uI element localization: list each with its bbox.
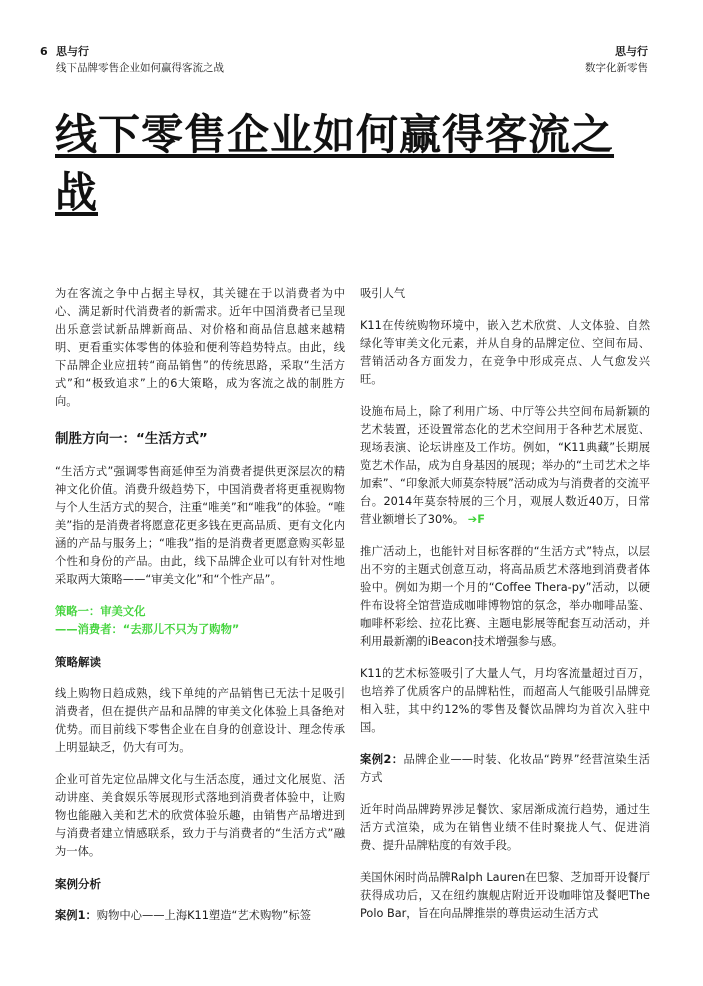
page-number: 6 <box>40 45 48 58</box>
right-paragraph-7: 美国休闲时尚品牌Ralph Lauren在巴黎、芝加哥开设餐厅获得成功后，又在纽约旗舰店附近开设咖啡馆及餐吧The Polo Bar，旨在向品牌推崇的尊贵运动生活方式 <box>360 871 650 920</box>
continue-arrow-icon: ➔F <box>467 513 485 526</box>
right-column <box>360 285 650 923</box>
right-paragraph-3 <box>360 403 650 529</box>
header-subtitle: 线下品牌零售企业如何赢得客流之战 <box>56 62 224 74</box>
right-paragraph-5: K11的艺术标签吸引了大量人气，月均客流量超过百万，也培养了优质客户的品牌粘性，而超高人气能吸引品牌竞相入驻，其中约12%的零售及餐饮品牌均为首次入驻中国。 <box>360 667 650 734</box>
case-analysis-heading: 案例分析 <box>55 877 101 891</box>
strategy-interpretation-heading: 策略解读 <box>55 655 101 669</box>
left-column <box>55 285 345 925</box>
page-header-right <box>585 44 648 76</box>
right-paragraph-6: 近年时尚品牌跨界涉足餐饮、家居渐成流行趋势，通过生活方式渲染，成为在销售业绩不佳时聚拢人气、促进消费、提升品牌粘度的有效手段。 <box>360 803 650 852</box>
case2-text: 品牌企业——时装、化妆品“跨界”经营渲染生活方式 <box>360 753 650 784</box>
case1-text: 购物中心——上海K11塑造“艺术购物”标签 <box>96 909 312 922</box>
page-header-left <box>40 44 224 76</box>
case2-label: 案例2： <box>360 753 404 766</box>
interpretation-paragraph-2: 企业可首先定位品牌文化与生活态度，通过文化展览、活动讲座、美食娱乐等展现形式落地到消费者体验中，让购物也能融入美和艺术的欣赏体验乐趣，由销售产品增进到与消费者建立情感联系，致力于与消费者的“生活方式”融为一体。 <box>55 773 345 858</box>
page-title: 线下零售企业如何赢得客流之战 <box>55 110 615 217</box>
right-paragraph-2: K11在传统购物环境中，嵌入艺术欣赏、人文体验、自然绿化等审美文化元素，并从自身的品牌定位、空间布局、营销活动各方面发力，在竞争中形成亮点、人气愈发兴旺。 <box>360 319 650 386</box>
header-brand: 思与行 <box>56 45 89 58</box>
header-right-brand: 思与行 <box>615 45 648 58</box>
k11-facilities-text: 设施布局上，除了利用广场、中厅等公共空间布局新颖的艺术装置，还设置常态化的艺术空间用于各种艺术展览、现场表演、论坛讲座及工作坊。例如，“K11典藏”长期展览艺术作品，成为自身基因的展现；举办的“土司艺术之毕加索”、“印象派大师莫奈特展”活动成为与消费者的交流平台。2014年莫奈特展的三个月，观展人数近40万，日常营业额增长了30%。 <box>360 405 650 526</box>
intro-paragraph: 为在客流之争中占据主导权，其关键在于以消费者为中心、满足新时代消费者的新需求。近年中国消费者已呈现出乐意尝试新品牌新商品、对价格和商品信息越来越精明、更看重实体零售的体验和便利等趋势特点。由此，线下品牌企业应扭转“商品销售”的传统思路，采取“生活方式”和“极致追求”上的6大策略，成为客流之战的制胜方向。 <box>55 287 345 408</box>
section-heading-lifestyle: 制胜方向一：“生活方式” <box>55 431 208 447</box>
case1-label: 案例1： <box>55 909 97 922</box>
strategy-subtitle: ——消费者：“去那儿不只为了购物” <box>55 623 240 636</box>
header-right-subtitle: 数字化新零售 <box>585 62 648 74</box>
interpretation-paragraph-1: 线上购物日趋成熟，线下单纯的产品销售已无法十足吸引消费者，但在提供产品和品牌的审美文化体验上具备绝对优势。而目前线下零售企业在自身的创意设计、理念传承上明显缺乏，仍大有可为。 <box>55 687 345 754</box>
lifestyle-paragraph: “生活方式”强调零售商延伸至为消费者提供更深层次的精神文化价值。消费升级趋势下，中国消费者将更重视购物与个人生活方式的契合，注重“唯美”和“唯我”的体验。“唯美”指的是消费者将愿意花更多钱在更高品质、更有文化内涵的产品与服务上；“唯我”指的是消费者更愿意购买彰显个性和身份的产品。由此，线下品牌企业可以有针对性地采取两大策略——“审美文化”和“个性产品”。 <box>55 465 345 586</box>
case2-line <box>360 751 650 787</box>
strategy-title: 策略一：审美文化 <box>55 605 146 618</box>
right-paragraph-1: 吸引人气 <box>360 287 406 300</box>
right-paragraph-4: 推广活动上，也能针对目标客群的“生活方式”特点，以层出不穷的主题式创意互动，将高品质艺术落地到消费者体验中。例如为期一个月的“Coffee Thera-py”活动，以硬件布设将全馆营造成咖啡博物馆的氛念，举办咖啡品鉴、咖啡杯彩绘、拉花比赛、主题电影展等配套互动活动，并利用最新潮的iBeacon技术增强参与感。 <box>360 545 650 648</box>
case1-line <box>55 907 345 925</box>
